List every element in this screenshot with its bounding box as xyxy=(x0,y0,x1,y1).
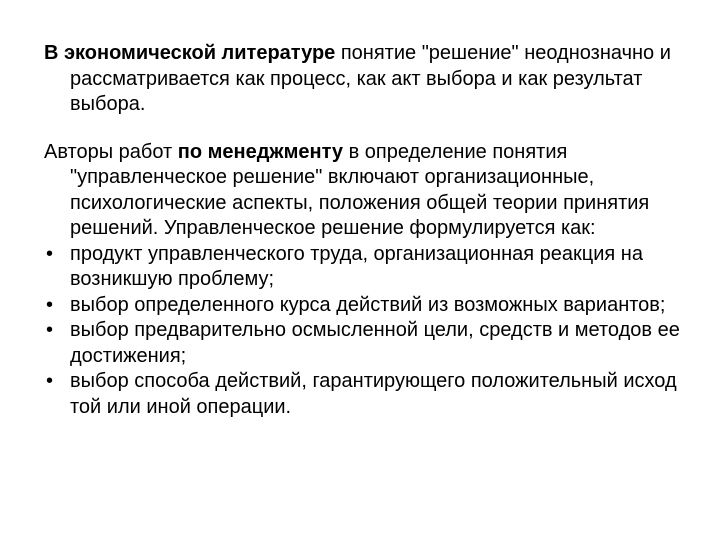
bullet-dot-icon: • xyxy=(46,370,54,392)
bullet-text: выбор предварительно осмысленной цели, средств и методов ее достижения; xyxy=(70,319,680,367)
paragraph1-text: понятие "решение" неоднозначно и рассматривается как процесс, как акт выбора и как результат выбора. xyxy=(70,42,671,115)
bullet-dot-icon: • xyxy=(46,293,54,316)
paragraph-management-authors xyxy=(44,140,694,242)
paragraph1-bold-lead: В экономической литературе xyxy=(44,42,336,64)
paragraph2-bold-mid: по менеджменту xyxy=(177,140,344,163)
bullet-item xyxy=(44,318,694,369)
bullet-text: продукт управленческого труда, организационная реакция на возникшую проблему; xyxy=(70,242,643,290)
bullet-text: выбор способа действий, гарантирующего положительный исход той или иной операции. xyxy=(70,370,677,418)
definition-bullet-list xyxy=(44,242,694,421)
bullet-item xyxy=(44,369,694,420)
bullet-item xyxy=(44,293,694,319)
slide-content xyxy=(44,41,694,420)
paragraph2-text-before: Авторы работ xyxy=(44,140,178,163)
paragraph-economic-literature xyxy=(44,41,694,118)
bullet-item xyxy=(44,242,694,293)
bullet-dot-icon: • xyxy=(46,319,54,341)
bullet-text: выбор определенного курса действий из возможных вариантов; xyxy=(70,293,666,316)
paragraph2-text-after: в определение понятия "управленческое решение" включают организационные, психологические аспекты, положения общей теории принятия решений. Управленческое решение формулируется как: xyxy=(70,140,650,239)
bullet-dot-icon: • xyxy=(46,242,54,265)
